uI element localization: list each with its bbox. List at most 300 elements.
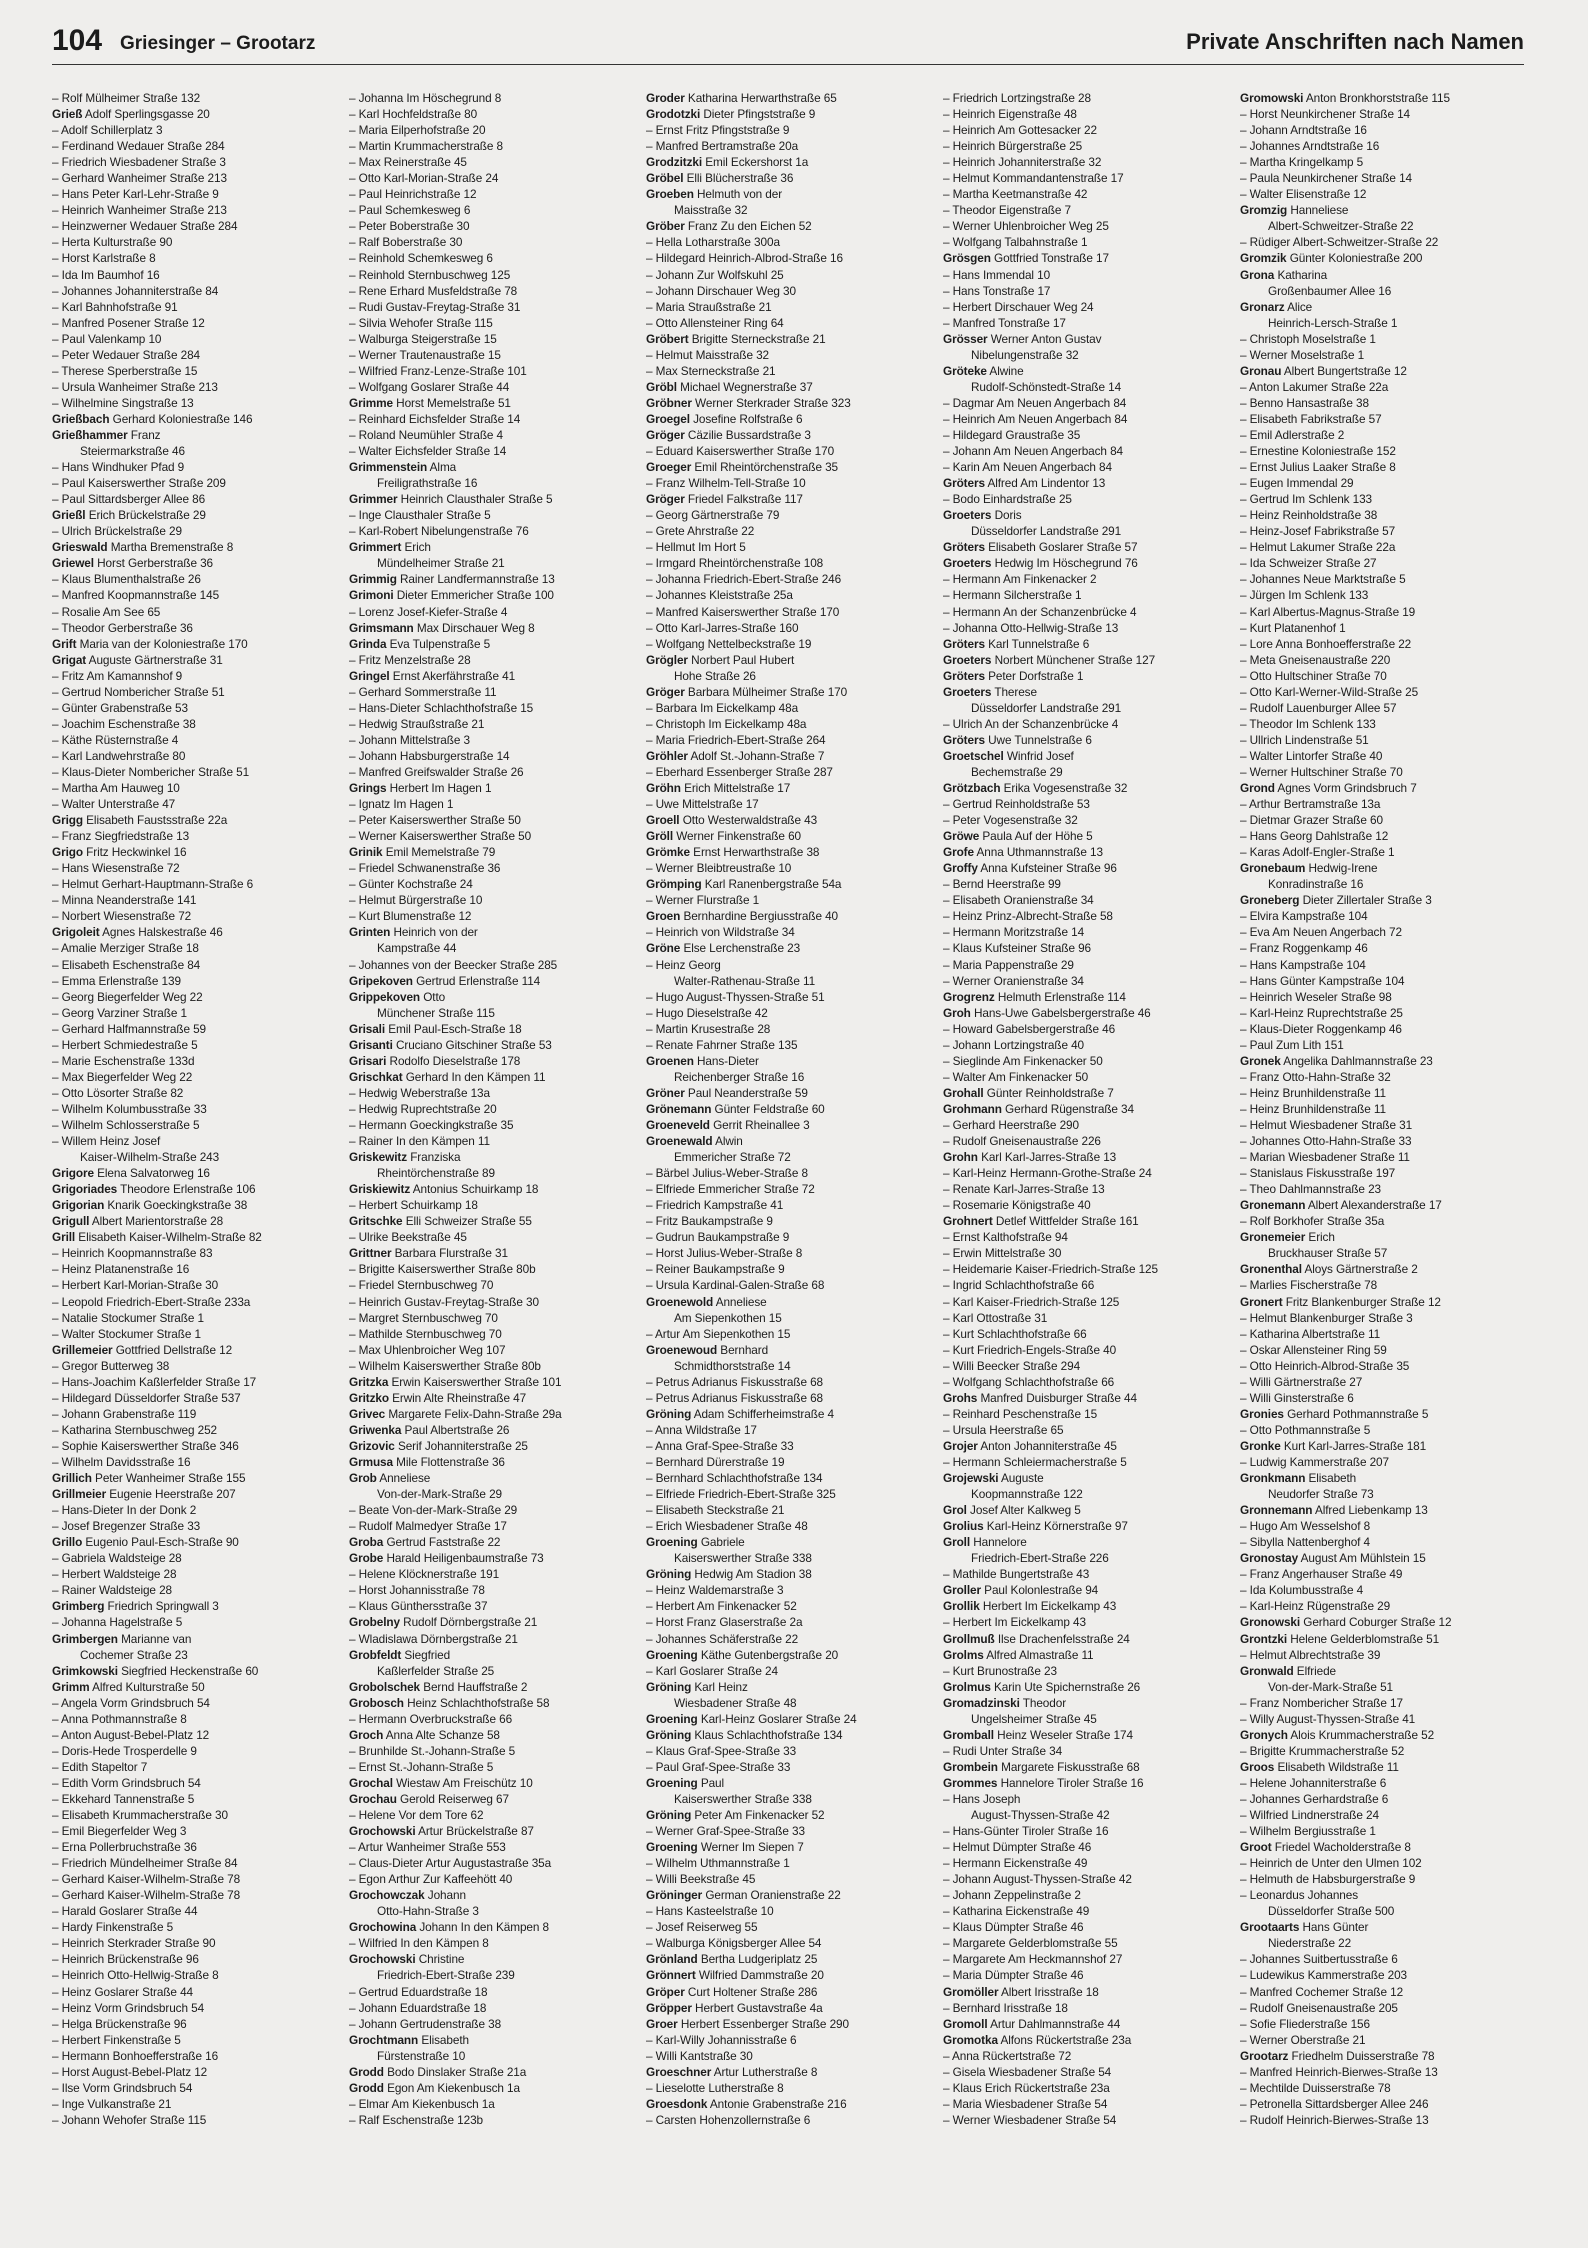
entry-text: Hohe Straße 26 (674, 668, 756, 683)
directory-entry (646, 1470, 930, 1486)
entry-text: Nibelungenstraße 32 (971, 347, 1079, 362)
directory-entry (349, 1277, 633, 1293)
surname: Grigoleit (52, 925, 100, 940)
directory-entry (349, 1438, 633, 1454)
entry-text: Heinz Weseler Straße 174 (997, 1727, 1133, 1742)
entry-text: – Bernhard Irisstraße 18 (943, 2000, 1068, 2015)
directory-entry (646, 700, 930, 716)
entry-text: – Wilhelm Uthmannstraße 1 (646, 1856, 790, 1871)
entry-text: – Leopold Friedrich-Ebert-Straße 233a (52, 1294, 251, 1309)
directory-entry (1240, 748, 1524, 764)
directory-entry (1240, 2080, 1524, 2096)
entry-text: – Helmut Gerhart-Hauptmann-Straße 6 (52, 877, 254, 892)
directory-entry (646, 924, 930, 940)
directory-entry (52, 1358, 336, 1374)
directory-entry (1240, 1117, 1524, 1133)
directory-entry (646, 315, 930, 331)
directory-entry (943, 1342, 1227, 1358)
surname: Griwenka (349, 1422, 402, 1437)
entry-text: – Sieglinde Am Finkenacker 50 (943, 1053, 1103, 1068)
entry-continuation (349, 555, 633, 571)
surname: Grodotzki (646, 107, 701, 122)
entry-text: – Herbert Schmiedestraße 5 (52, 1037, 198, 1052)
directory-entry (52, 571, 336, 587)
directory-entry (52, 1374, 336, 1390)
surname: Grillmeier (52, 1487, 107, 1502)
entry-text: – Friedel Schwanenstraße 36 (349, 861, 501, 876)
directory-entry (52, 1181, 336, 1197)
surname: Groeger (646, 460, 692, 475)
directory-entry (349, 1037, 633, 1053)
directory-entry (349, 1310, 633, 1326)
directory-entry (52, 1502, 336, 1518)
entry-text: – Reinhold Sternbuschweg 125 (349, 267, 511, 282)
entry-text: – Lore Anna Bonhoefferstraße 22 (1240, 636, 1412, 651)
directory-entry (349, 1454, 633, 1470)
entry-text: – Maria Eilperhofstraße 20 (349, 123, 486, 138)
entry-text: – Maria Friedrich-Ebert-Straße 264 (646, 732, 826, 747)
directory-entry (646, 106, 930, 122)
entry-text: – Rudolf Gneisenaustraße 205 (1240, 2000, 1398, 2015)
entry-text: – Sibylla Nattenberghof 4 (1240, 1535, 1370, 1550)
entry-text: – Herta Kulturstraße 90 (52, 235, 173, 250)
surname: Grob (349, 1471, 377, 1486)
entry-text: Elisabeth Wildstraße 11 (1277, 1759, 1399, 1774)
entry-text: – Ferdinand Wedauer Straße 284 (52, 139, 225, 154)
directory-entry (52, 1855, 336, 1871)
directory-entry (646, 1711, 930, 1727)
directory-entry (52, 1390, 336, 1406)
entry-text: Otto (423, 989, 446, 1004)
surname: Grigo (52, 845, 83, 860)
entry-text: – Horst Johannisstraße 78 (349, 1583, 485, 1598)
entry-text: – Johannes Johanniterstraße 84 (52, 283, 219, 298)
entry-text: Fürstenstraße 10 (377, 2048, 466, 2063)
entry-text: – Lorenz Josef-Kiefer-Straße 4 (349, 604, 508, 619)
entry-text: – Johann Arndtstraße 16 (1240, 123, 1367, 138)
entry-text: – Franz Wilhelm-Tell-Straße 10 (646, 476, 806, 491)
entry-text: – Manfred Tonstraße 17 (943, 315, 1066, 330)
directory-entry (52, 989, 336, 1005)
entry-text: – Brigitte Krummacherstraße 52 (1240, 1743, 1405, 1758)
surname: Grinten (349, 925, 391, 940)
surname: Gronemeier (1240, 1230, 1306, 1245)
entry-text: – Franz Otto-Hahn-Straße 32 (1240, 1069, 1391, 1084)
directory-entry (349, 1069, 633, 1085)
directory-entry (1240, 186, 1524, 202)
directory-entry (1240, 1631, 1524, 1647)
directory-entry (943, 1310, 1227, 1326)
entry-text: – Sophie Kaiserswerther Straße 346 (52, 1438, 239, 1453)
entry-text: – Klaus Dümpter Straße 46 (943, 1920, 1084, 1935)
surname: Grimbergen (52, 1631, 118, 1646)
entry-text: – Walter Unterstraße 47 (52, 797, 176, 812)
entry-continuation (943, 1486, 1227, 1502)
directory-entry (52, 2096, 336, 2112)
directory-entry (52, 2000, 336, 2016)
entry-text: Elli Schweizer Straße 55 (405, 1214, 532, 1229)
entry-text: – Irmgard Rheintörchenstraße 108 (646, 556, 824, 571)
directory-entry (1240, 1053, 1524, 1069)
entry-text: – Werner Flurstraße 1 (646, 893, 760, 908)
entry-text: Winfrid Josef (1006, 748, 1074, 763)
entry-text: – Helene Klöcknerstraße 191 (349, 1567, 500, 1582)
entry-text: – Elvira Kampstraße 104 (1240, 909, 1368, 924)
entry-text: – Elfriede Emmericher Straße 72 (646, 1182, 815, 1197)
entry-continuation (646, 973, 930, 989)
directory-entry (943, 1406, 1227, 1422)
entry-continuation (646, 1358, 930, 1374)
directory-entry (1240, 1984, 1524, 2000)
entry-text: – Gudrun Baukampstraße 9 (646, 1230, 790, 1245)
entry-text: – Bernhard Dürerstraße 19 (646, 1454, 785, 1469)
entry-continuation (943, 523, 1227, 539)
entry-text: Freiligrathstraße 16 (377, 476, 478, 491)
entry-text: Emil Eckershorst 1a (705, 155, 809, 170)
entry-text: – Karl-Robert Nibelungenstraße 76 (349, 524, 529, 539)
entry-text: – Helene Vor dem Tore 62 (349, 1808, 484, 1823)
directory-entry (349, 250, 633, 266)
entry-text: – Willi Kantstraße 30 (646, 2048, 753, 2063)
surname: Gröbner (646, 395, 692, 410)
entry-text: Maria van der Koloniestraße 170 (79, 636, 248, 651)
entry-text: – Maria Dümpter Straße 46 (943, 1968, 1084, 1983)
entry-text: Großenbaumer Allee 16 (1268, 283, 1392, 298)
directory-entry (943, 154, 1227, 170)
directory-entry (52, 299, 336, 315)
directory-entry (1240, 700, 1524, 716)
directory-entry (646, 684, 930, 700)
entry-text: Ernst Akerfährstraße 41 (392, 668, 516, 683)
directory-entry (1240, 2032, 1524, 2048)
directory-entry (349, 218, 633, 234)
entry-text: Aloys Gärtnerstraße 2 (1304, 1262, 1418, 1277)
directory-entry (1240, 475, 1524, 491)
entry-text: Albert Marientorstraße 28 (91, 1214, 224, 1229)
entry-text: Niederstraße 22 (1268, 1936, 1352, 1951)
directory-entry (943, 106, 1227, 122)
entry-continuation (646, 1149, 930, 1165)
directory-entry (943, 716, 1227, 732)
entry-continuation (646, 1069, 930, 1085)
entry-text: – Hans Günter Kampstraße 104 (1240, 973, 1405, 988)
directory-entry (349, 299, 633, 315)
directory-entry (349, 668, 633, 684)
entry-text: Margarete Felix-Dahn-Straße 29a (388, 1406, 562, 1421)
entry-text: – Helmut Lakumer Straße 22a (1240, 540, 1396, 555)
entry-text: – Helmut Maisstraße 32 (646, 347, 770, 362)
entry-text: – Karl Bahnhofstraße 91 (52, 299, 178, 314)
entry-text: – Elisabeth Fabrikstraße 57 (1240, 411, 1382, 426)
directory-entry (349, 2016, 633, 2032)
entry-text: Konradinstraße 16 (1268, 877, 1364, 892)
entry-text: – Heinrich Bürgerstraße 25 (943, 139, 1083, 154)
surname: Grinda (349, 636, 387, 651)
directory-entry (52, 395, 336, 411)
entry-text: Paul Kolonlestraße 94 (984, 1583, 1099, 1598)
entry-text: – Paul Schemkesweg 6 (349, 203, 471, 218)
entry-text: – Hugo Am Wesselshof 8 (1240, 1519, 1371, 1534)
entry-text: – Otto Lösorter Straße 82 (52, 1085, 184, 1100)
entry-text: – Werner Bleibtreustraße 10 (646, 861, 792, 876)
entry-text: Curt Holtener Straße 286 (687, 1984, 818, 1999)
surname: Gromöller (943, 1984, 999, 1999)
entry-text: Wiestaw Am Freischütz 10 (396, 1775, 533, 1790)
directory-entry (646, 1679, 930, 1695)
entry-text: – Hermann Schleiermacherstraße 5 (943, 1454, 1127, 1469)
directory-entry (349, 539, 633, 555)
directory-entry (943, 1647, 1227, 1663)
entry-text: – Manfred Greifswalder Straße 26 (349, 764, 524, 779)
entry-text: Hanneliese (1290, 203, 1349, 218)
directory-entry (349, 1887, 633, 1903)
entry-text: Marianne van (121, 1631, 192, 1646)
directory-entry (943, 1695, 1227, 1711)
directory-entry (943, 491, 1227, 507)
entry-text: – Manfred Posener Straße 12 (52, 315, 205, 330)
surname: Gröhn (646, 781, 681, 796)
entry-text: – Hermann Goeckingkstraße 35 (349, 1118, 514, 1132)
directory-entry (943, 1454, 1227, 1470)
directory-entry (349, 1294, 633, 1310)
entry-text: Günter Koloniestraße 200 (1289, 251, 1423, 266)
entry-text: – Theo Dahlmannstraße 23 (1240, 1182, 1381, 1197)
directory-entry (943, 1727, 1227, 1743)
entry-text: – Johannes Arndtstraße 16 (1240, 139, 1380, 154)
entry-text: Dieter Zillertaler Straße 3 (1302, 893, 1432, 908)
directory-entry (646, 1534, 930, 1550)
surname: Grimkowski (52, 1663, 118, 1678)
entry-text: Steiermarkstraße 46 (80, 444, 185, 459)
entry-text: – Paul Valenkamp 10 (52, 331, 162, 346)
entry-text: Anneliese (379, 1471, 431, 1486)
entry-text: – Johann Grabenstraße 119 (52, 1406, 197, 1421)
surname: Grösser (943, 331, 988, 346)
directory-entry (349, 1133, 633, 1149)
directory-entry (349, 1342, 633, 1358)
directory-entry (646, 138, 930, 154)
directory-entry (943, 186, 1227, 202)
directory-entry (646, 1935, 930, 1951)
entry-text: Agnes Halskestraße 46 (102, 925, 223, 940)
directory-entry (52, 940, 336, 956)
entry-text: – Hardy Finkenstraße 5 (52, 1920, 174, 1935)
directory-entry (646, 1951, 930, 1967)
directory-entry (52, 2080, 336, 2096)
entry-text: – Johanna Otto-Hellwig-Straße 13 (943, 620, 1119, 635)
directory-entry (349, 828, 633, 844)
directory-entry (943, 1839, 1227, 1855)
entry-text: – Amalie Merziger Straße 18 (52, 941, 199, 956)
entry-text: Elisabeth (421, 2032, 469, 2047)
entry-text: Kurt Karl-Jarres-Straße 181 (1283, 1438, 1427, 1453)
entry-text: – Hellmut Im Hort 5 (646, 540, 746, 555)
entry-text: – Hugo August-Thyssen-Straße 51 (646, 989, 825, 1004)
entry-text: – Heinz Reinholdstraße 38 (1240, 508, 1378, 523)
entry-text: – Renate Fahrner Straße 135 (646, 1037, 798, 1052)
entry-text: – Wolfgang Schlachthofstraße 66 (943, 1374, 1115, 1389)
entry-text: Helene Gelderblomstraße 51 (1290, 1631, 1440, 1646)
directory-entry (52, 2112, 336, 2128)
directory-entry (52, 90, 336, 106)
entry-text: Karl-Heinz Goslarer Straße 24 (700, 1711, 857, 1726)
directory-entry (646, 1727, 930, 1743)
surname: Groot (1240, 1840, 1272, 1855)
entry-text: – Artur Am Siepenkothen 15 (646, 1326, 791, 1341)
directory-entry (943, 892, 1227, 908)
directory-entry (943, 652, 1227, 668)
surname: Grootarz (1240, 2048, 1289, 2063)
entry-text: – Heinrich Am Neuen Angerbach 84 (943, 411, 1128, 426)
directory-entry (52, 555, 336, 571)
entry-continuation (349, 2048, 633, 2064)
directory-entry (1240, 1101, 1524, 1117)
entry-text: Josef Alter Kalkweg 5 (970, 1503, 1081, 1518)
surname: Grohnert (943, 1214, 993, 1229)
entry-text: – Hans Peter Karl-Lehr-Straße 9 (52, 187, 219, 202)
entry-text: – Horst August-Bebel-Platz 12 (52, 2064, 208, 2079)
directory-entry (52, 1727, 336, 1743)
directory-entry (349, 1213, 633, 1229)
directory-entry (943, 1470, 1227, 1486)
directory-entry (943, 1005, 1227, 1021)
entry-text: – Rolf Borkhofer Straße 35a (1240, 1214, 1385, 1229)
directory-entry (52, 154, 336, 170)
entry-text: – Paul Graf-Spee-Straße 33 (646, 1759, 791, 1774)
entry-text: Katharina Herwarthstraße 65 (687, 91, 837, 105)
directory-entry (646, 2048, 930, 2064)
entry-text: Hans Günter (1302, 1920, 1369, 1935)
entry-text: Münchener Straße 115 (377, 1005, 495, 1020)
entry-text: Hedwig-Irene (1308, 861, 1378, 876)
entry-text: – Gertrud Nombericher Straße 51 (52, 684, 225, 699)
surname: Grömke (646, 845, 690, 860)
entry-text: Rudolf Dörnbergstraße 21 (403, 1615, 538, 1630)
entry-text: – Heinz Vorm Grindsbruch 54 (52, 2000, 205, 2015)
surname: Gromzig (1240, 203, 1288, 218)
directory-entry (349, 620, 633, 636)
surname: Groos (1240, 1759, 1275, 1774)
surname: Grochowski (349, 1952, 416, 1967)
entry-text: – Franz Siegfriedstraße 13 (52, 829, 190, 844)
entry-text: Erich Mittelstraße 17 (684, 781, 791, 796)
directory-entry (943, 908, 1227, 924)
entry-text: – Walter Elisenstraße 12 (1240, 187, 1367, 202)
directory-entry (349, 1326, 633, 1342)
entry-text: – Reinhold Schemkesweg 6 (349, 251, 493, 266)
directory-entry (52, 748, 336, 764)
surname: Groeters (943, 652, 992, 667)
entry-text: – Joachim Eschenstraße 38 (52, 716, 196, 731)
entry-text: Anneliese (715, 1294, 767, 1309)
entry-text: – Hans Joseph (943, 1791, 1021, 1806)
directory-entry (646, 523, 930, 539)
entry-text: – Christoph Moselstraße 1 (1240, 331, 1376, 346)
surname: Grofe (943, 845, 974, 860)
entry-text: – Johannes Schäferstraße 22 (646, 1631, 799, 1646)
directory-entry (52, 1951, 336, 1967)
entry-text: – Silvia Wehofer Straße 115 (349, 315, 493, 330)
surname: Gröll (646, 829, 674, 844)
entry-text: – Otto Hultschiner Straße 70 (1240, 668, 1387, 683)
entry-text: – Paul Kaiserswerther Straße 209 (52, 476, 226, 491)
entry-text: – Katharina Albertstraße 11 (1240, 1326, 1381, 1341)
entry-text: – Kurt Friedrich-Engels-Straße 40 (943, 1342, 1117, 1357)
entry-text: Ungelsheimer Straße 45 (971, 1711, 1097, 1726)
entry-text: Rainer Landfermannstraße 13 (400, 572, 555, 587)
entry-text: Kampstraße 44 (377, 941, 457, 956)
directory-entry (52, 1277, 336, 1293)
entry-text: – Kurt Platanenhof 1 (1240, 620, 1346, 635)
directory-entry (1240, 363, 1524, 379)
entry-text: – Gerhard Wanheimer Straße 213 (52, 171, 227, 186)
directory-entry (52, 283, 336, 299)
entry-text: – Werner Moselstraße 1 (1240, 347, 1365, 362)
directory-entry (943, 1037, 1227, 1053)
directory-entry (646, 716, 930, 732)
entry-text: – Friedrich Kampstraße 41 (646, 1198, 784, 1213)
entry-text: Herbert Essenberger Straße 290 (680, 2016, 849, 2031)
entry-text: Friedrich-Ebert-Straße 226 (971, 1551, 1109, 1566)
entry-text: Fritz Heckwinkel 16 (86, 845, 187, 860)
entry-text: Alfred Am Lindentor 13 (987, 476, 1106, 491)
surname: Grohall (943, 1085, 984, 1100)
entry-text: Martha Bremenstraße 8 (110, 540, 234, 555)
directory-entry (646, 2112, 930, 2128)
surname: Grigat (52, 652, 87, 667)
directory-entry (943, 828, 1227, 844)
surname: Grol (943, 1503, 967, 1518)
entry-text: – Anton Lakumer Straße 22a (1240, 379, 1389, 394)
entry-text: – Minna Neanderstraße 141 (52, 893, 197, 908)
entry-text: – Otto Karl-Jarres-Straße 160 (646, 620, 799, 635)
entry-text: – Johanna Hagelstraße 5 (52, 1615, 183, 1630)
directory-entry (52, 973, 336, 989)
directory-entry (1240, 1647, 1524, 1663)
entry-text: Norbert Münchener Straße 127 (994, 652, 1156, 667)
directory-entry (349, 363, 633, 379)
entry-continuation (349, 1165, 633, 1181)
directory-entry (943, 2080, 1227, 2096)
surname: Gröwe (943, 829, 980, 844)
surname: Grönnert (646, 1968, 696, 1983)
directory-entry (646, 1598, 930, 1614)
directory-entry (1240, 1133, 1524, 1149)
directory-entry (646, 1823, 930, 1839)
directory-entry (52, 812, 336, 828)
directory-entry (646, 989, 930, 1005)
entry-text: – Werner Hultschiner Straße 70 (1240, 764, 1403, 779)
entry-continuation (1240, 1679, 1524, 1695)
directory-entry (349, 1679, 633, 1695)
directory-entry (52, 250, 336, 266)
surname: Gröber (646, 219, 685, 234)
surname: Grings (349, 781, 387, 796)
entry-text: – Rüdiger Albert-Schweitzer-Straße 22 (1240, 235, 1439, 250)
entry-text: – Karl Goslarer Straße 24 (646, 1663, 778, 1678)
directory-column (646, 90, 930, 2230)
directory-entry (349, 1374, 633, 1390)
directory-entry (646, 876, 930, 892)
entry-text: – Wolfgang Goslarer Straße 44 (349, 379, 510, 394)
entry-text: – Ilse Vorm Grindsbruch 54 (52, 2080, 193, 2095)
directory-entry (52, 1085, 336, 1101)
entry-text: Manfred Duisburger Straße 44 (980, 1390, 1137, 1405)
directory-entry (646, 1967, 930, 1983)
entry-continuation (349, 940, 633, 956)
entry-text: Horst Gerberstraße 36 (97, 556, 214, 571)
entry-text: – Heinrich de Unter den Ulmen 102 (1240, 1856, 1422, 1871)
